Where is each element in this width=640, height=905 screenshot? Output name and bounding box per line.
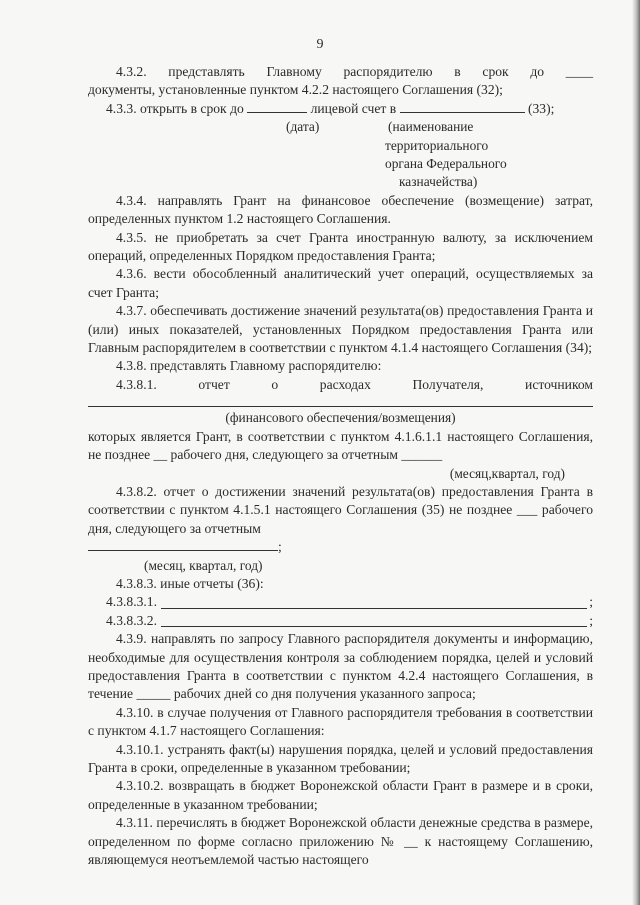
clause-4-3-3 (88, 100, 593, 118)
period-blank (88, 538, 278, 551)
clause-4-3-8-2-semicolon: ; (278, 539, 282, 555)
clause-4-3-8: 4.3.8. представлять Главному распорядителю: (116, 358, 382, 374)
financing-caption: (финансового обеспечения/возмещения) (225, 410, 456, 426)
clause-4-3-8-3-2-blank (161, 614, 587, 627)
clause-4-3-2-line2: документы, установленные пунктом 4.2.2 настоящего Соглашения (32); (88, 82, 503, 98)
scan-edge-shadow (632, 0, 640, 905)
clause-4-3-8-2-end (88, 538, 593, 556)
clause-4-3-8-3-2 (88, 612, 593, 630)
clause-4-3-7: 4.3.7. обеспечивать достижение значений результата(ов) предоставления Гранта и (или) иных показателей, установленных Порядком предоставления Гранта или Главным распорядителем в соответствии с пунктом 4.1.4 настоящего Соглашения (34); (88, 303, 593, 356)
document-body (88, 63, 593, 869)
clause-4-3-11: 4.3.11. перечислять в бюджет Воронежской области денежные средства в размере, определенном по форме согласно приложению № __ к настоящему Соглашению, являющемуся неотъемлемой частью настоящего (88, 815, 593, 868)
clause-4-3-5: 4.3.5. не приобретать за счет Гранта иностранную валюту, за исключением операций, определенных Порядком предоставления Гранта; (88, 229, 593, 264)
treasury-blank (400, 100, 525, 113)
treasury-caption-2: территориального (385, 137, 489, 153)
period-caption-2: (месяц, квартал, год) (144, 557, 263, 573)
date-caption: (дата) (286, 119, 320, 135)
clause-4-3-8-3-2-label: 4.3.8.3.2. (106, 612, 157, 628)
clause-4-3-3-text-start: 4.3.3. открыть в срок до (106, 100, 244, 116)
period-caption-1: (месяц,квартал, год) (449, 465, 565, 481)
page-number: 9 (316, 37, 324, 52)
treasury-caption-3: органа Федерального (385, 156, 507, 172)
financing-source-blank (88, 394, 593, 407)
clause-4-3-8-3-1-semicolon: ; (589, 594, 593, 610)
clause-4-3-3-text-mid: лицевой счет в (310, 100, 397, 116)
clause-4-3-8-1: 4.3.8.1. отчет о расходах Получателя, источником (116, 376, 593, 392)
clause-4-3-2-line1: 4.3.2. представлять Главному распорядителю в срок до ____ (116, 64, 593, 79)
clause-4-3-10-1: 4.3.10.1. устранять факт(ы) нарушения порядка, целей и условий предоставления Гранта в сроки, определенные в указанном требовании; (88, 741, 593, 776)
clause-4-3-8-3: 4.3.8.3. иные отчеты (36): (116, 575, 264, 591)
treasury-caption-4: казначейства) (399, 174, 478, 190)
clause-4-3-3-captions (88, 118, 593, 192)
clause-4-3-8-1-continued: которых является Грант, в соответствии с пунктом 4.1.6.1.1 настоящего Соглашения, не позднее __ рабочего дня, следующего за отчетным ______ (88, 428, 593, 463)
clause-4-3-4: 4.3.4. направлять Грант на финансовое обеспечение (возмещение) затрат, определенных пунктом 1.2 настоящего Соглашения. (88, 192, 593, 227)
clause-4-3-10-2: 4.3.10.2. возвращать в бюджет Воронежской области Грант в размере и в сроки, определенные в указанном требовании; (88, 778, 593, 812)
clause-4-3-10: 4.3.10. в случае получения от Главного распорядителя требования в соответствии с пунктом 4.1.7 настоящего Соглашения: (88, 704, 593, 739)
clause-4-3-9: 4.3.9. направлять по запросу Главного распорядителя документы и информацию, необходимые для осуществления контроля за соблюдением порядка, целей и условий предоставления Гранта в соответствии с пунктом 4.2.4 настоящего Соглашения, в течение _____ рабочих дней со дня получения указанного запроса; (88, 631, 593, 702)
clause-4-3-8-3-2-semicolon: ; (589, 612, 593, 628)
date-blank (247, 100, 307, 113)
clause-4-3-6: 4.3.6. вести обособленный аналитический учет операций, осуществляемых за счет Гранта; (88, 266, 593, 300)
clause-4-3-8-3-1-blank (161, 596, 587, 609)
treasury-caption-1: (наименование (388, 119, 474, 135)
clause-4-3-8-3-1-label: 4.3.8.3.1. (106, 594, 157, 610)
clause-4-3-8-3-1 (88, 593, 593, 611)
clause-4-3-8-2: 4.3.8.2. отчет о достижении значений результата(ов) предоставления Гранта в соответствии с пунктом 4.1.5.1 настоящего Соглашения (35) не позднее ___ рабочего дня, следующего за отчетным (88, 483, 593, 536)
clause-4-3-3-text-end: (33); (527, 100, 555, 116)
